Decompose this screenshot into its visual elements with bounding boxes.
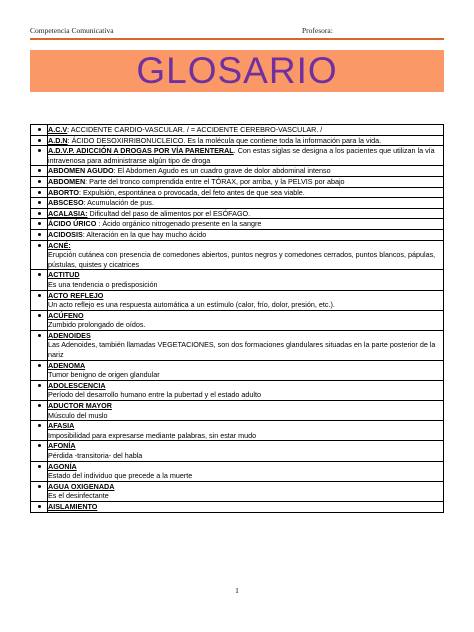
glossary-term: ACALASIA: [48, 208, 88, 218]
glossary-entry [48, 330, 444, 360]
bullet-cell [31, 198, 48, 209]
glossary-term: ACÚFENO [48, 310, 84, 320]
glossary-definition: Tumor benigno de origen glandular [48, 370, 160, 380]
glossary-row [31, 380, 444, 400]
glossary-definition-inline: : Parte del tronco comprendida entre el TÓRAX, por arriba, y la PELVIS por abajo [85, 176, 345, 186]
glossary-row [31, 330, 444, 360]
bullet-icon [38, 233, 41, 236]
bullet-icon [38, 201, 41, 204]
glossary-table [30, 124, 444, 513]
glossary-entry [48, 481, 444, 501]
bullet-cell [31, 401, 48, 421]
bullet-icon [38, 384, 41, 387]
glossary-term: ACTO REFLEJO [48, 290, 104, 300]
bullet-icon [38, 364, 41, 367]
glossary-definition: Un acto reflejo es una respuesta automática a un estímulo (calor, frío, dolor, presión, etc.). [48, 300, 335, 310]
glossary-row [31, 176, 444, 187]
glossary-row [31, 360, 444, 380]
glossary-entry [48, 421, 444, 441]
bullet-cell [31, 360, 48, 380]
bullet-cell [31, 330, 48, 360]
bullet-cell [31, 501, 48, 512]
glossary-term: ABDOMEN AGUDO [48, 166, 114, 176]
glossary-definition-inline: : ÁCIDO DESOXIRRIBONUCLEICO. Es la molécula que contiene toda la información para la vida. [67, 135, 382, 145]
glossary-entry [48, 360, 444, 380]
bullet-cell [31, 187, 48, 198]
bullet-icon [38, 244, 41, 247]
glossary-entry [48, 270, 444, 290]
bullet-cell [31, 135, 48, 146]
glossary-term: ACIDOSIS [48, 229, 83, 239]
glossary-entry [48, 501, 444, 512]
bullet-icon [38, 465, 41, 468]
bullet-cell [31, 125, 48, 136]
bullet-icon [38, 424, 41, 427]
glossary-entry [48, 240, 444, 270]
bullet-cell [31, 421, 48, 441]
header-teacher: Profesora: [302, 26, 333, 35]
glossary-row [31, 187, 444, 198]
glossary-row [31, 125, 444, 136]
bullet-cell [31, 380, 48, 400]
glossary-term: ABSCESO [48, 198, 84, 208]
bullet-cell [31, 229, 48, 240]
glossary-definition: Es el desinfectante [48, 491, 109, 501]
bullet-cell [31, 461, 48, 481]
glossary-definition-inline: : Expulsión, espontánea o provocada, del feto antes de que sea viable. [79, 187, 305, 197]
glossary-definition: Es una tendencia o predisposición [48, 279, 158, 289]
glossary-row [31, 198, 444, 209]
header-course: Competencia Comunicativa [30, 26, 114, 35]
glossary-term: ADENOMA [48, 360, 86, 370]
glossary-entry [48, 441, 444, 461]
bullet-cell [31, 146, 48, 166]
glossary-definition: Zumbido prolongado de oídos. [48, 320, 146, 330]
glossary-term: ADUCTOR MAYOR [48, 401, 112, 411]
glossary-entry [48, 208, 444, 219]
glossary-entry [48, 125, 444, 136]
bullet-cell [31, 290, 48, 310]
glossary-entry [48, 290, 444, 310]
glossary-entry [48, 401, 444, 421]
glossary-term: A.D.V.P. ADICCIÓN A DROGAS POR VÍA PARENTERAL [48, 146, 234, 156]
bullet-icon [38, 180, 41, 183]
glossary-term: AFASIA [48, 421, 75, 431]
bullet-icon [38, 404, 41, 407]
glossary-definition: Imposibilidad para expresarse mediante palabras, sin estar mudo [48, 430, 257, 440]
bullet-icon [38, 169, 41, 172]
glossary-row [31, 240, 444, 270]
glossary-term: ÁCIDO ÚRICO [48, 219, 97, 229]
glossary-term: ABDOMEN [48, 176, 86, 186]
glossary-row [31, 501, 444, 512]
bullet-cell [31, 176, 48, 187]
bullet-icon [38, 444, 41, 447]
bullet-icon [38, 191, 41, 194]
glossary-definition-inline: : ACCIDENTE CARDIO-VASCULAR. / = ACCIDENTE CEREBRO-VASCULAR. / [67, 125, 323, 134]
glossary-term: AFONÍA [48, 441, 76, 451]
header-rule [30, 38, 444, 40]
glossary-definition-inline: : Acumulación de pus. [83, 198, 154, 208]
glossary-term: ACTITUD [48, 270, 80, 280]
glossary-definition-inline: Dificultad del paso de alimentos por el ESÓFAGO. [87, 208, 251, 218]
glossary-row [31, 135, 444, 146]
glossary-entry [48, 187, 444, 198]
glossary-definition: Pérdida -transitoria- del habla [48, 451, 143, 460]
bullet-icon [38, 294, 41, 297]
bullet-cell [31, 481, 48, 501]
glossary-term: AISLAMIENTO [48, 501, 98, 511]
glossary-row [31, 146, 444, 166]
glossary-definition-inline: : Alteración en la que hay mucho ácido [82, 229, 207, 239]
bullet-icon [38, 149, 41, 152]
glossary-row [31, 310, 444, 330]
glossary-definition: Estado del individuo que precede a la muerte [48, 471, 193, 481]
bullet-icon [38, 334, 41, 337]
glossary-entry [48, 461, 444, 481]
glossary-definition-inline: : Ácido orgánico nitrogenado presente en la sangre [96, 219, 262, 229]
glossary-entry [48, 176, 444, 187]
glossary-row [31, 481, 444, 501]
glossary-term: A.D.N [48, 135, 68, 145]
bullet-cell [31, 219, 48, 230]
page-title: GLOSARIO [136, 50, 338, 91]
bullet-icon [38, 505, 41, 508]
glossary-row [31, 270, 444, 290]
glossary-entry [48, 166, 444, 177]
bullet-cell [31, 270, 48, 290]
glossary-entry [48, 146, 444, 166]
glossary-entry [48, 198, 444, 209]
glossary-entry [48, 380, 444, 400]
glossary-term: A.C.V [48, 125, 68, 134]
glossary-term: ABORTO [48, 187, 80, 197]
glossary-row [31, 421, 444, 441]
glossary-term: ADENOIDES [48, 330, 91, 340]
glossary-row [31, 461, 444, 481]
bullet-cell [31, 208, 48, 219]
bullet-cell [31, 166, 48, 177]
bullet-icon [38, 273, 41, 276]
glossary-entry [48, 219, 444, 230]
glossary-row [31, 229, 444, 240]
bullet-icon [38, 139, 41, 142]
bullet-icon [38, 222, 41, 225]
page-number: 1 [235, 586, 239, 595]
bullet-icon [38, 128, 41, 131]
glossary-term: ADOLESCENCIA [48, 380, 106, 390]
glossary-row [31, 219, 444, 230]
glossary-term: ACNÉ: [48, 240, 71, 250]
glossary-row [31, 208, 444, 219]
glossary-definition: Músculo del muslo [48, 410, 108, 420]
glossary-definition: Las Adenoides, también llamadas VEGETACIONES, son dos formaciones glandulares situadas en la parte posterior de la nariz [48, 340, 436, 360]
glossary-term: AGUA OXIGENADA [48, 481, 115, 491]
glossary-definition-inline: . Con estas siglas se designa a los pacientes que utilizan la vía intravenosa para administrarse algún tipo de droga [48, 146, 435, 165]
glossary-entry [48, 229, 444, 240]
glossary-definition-inline: : El Abdomen Agudo es un cuadro grave de dolor abdominal intenso [113, 166, 331, 176]
bullet-cell [31, 310, 48, 330]
glossary-entry [48, 135, 444, 146]
bullet-cell [31, 441, 48, 461]
bullet-icon [38, 485, 41, 488]
glossary-row [31, 441, 444, 461]
title-banner [30, 50, 444, 92]
glossary-entry [48, 310, 444, 330]
bullet-icon [38, 314, 41, 317]
page-header [30, 26, 444, 38]
glossary-term: AGONÍA [48, 461, 77, 471]
bullet-cell [31, 240, 48, 270]
glossary-definition: Período del desarrollo humano entre la pubertad y el estado adulto [48, 390, 261, 400]
glossary-row [31, 401, 444, 421]
glossary-definition: Erupción cutánea con presencia de comedones abiertos, puntos negros y comedones cerrados, puntos blancos, pápulas, pústulas, quistes y cicatrices [48, 250, 436, 269]
glossary-row [31, 166, 444, 177]
bullet-icon [38, 212, 41, 215]
glossary-row [31, 290, 444, 310]
